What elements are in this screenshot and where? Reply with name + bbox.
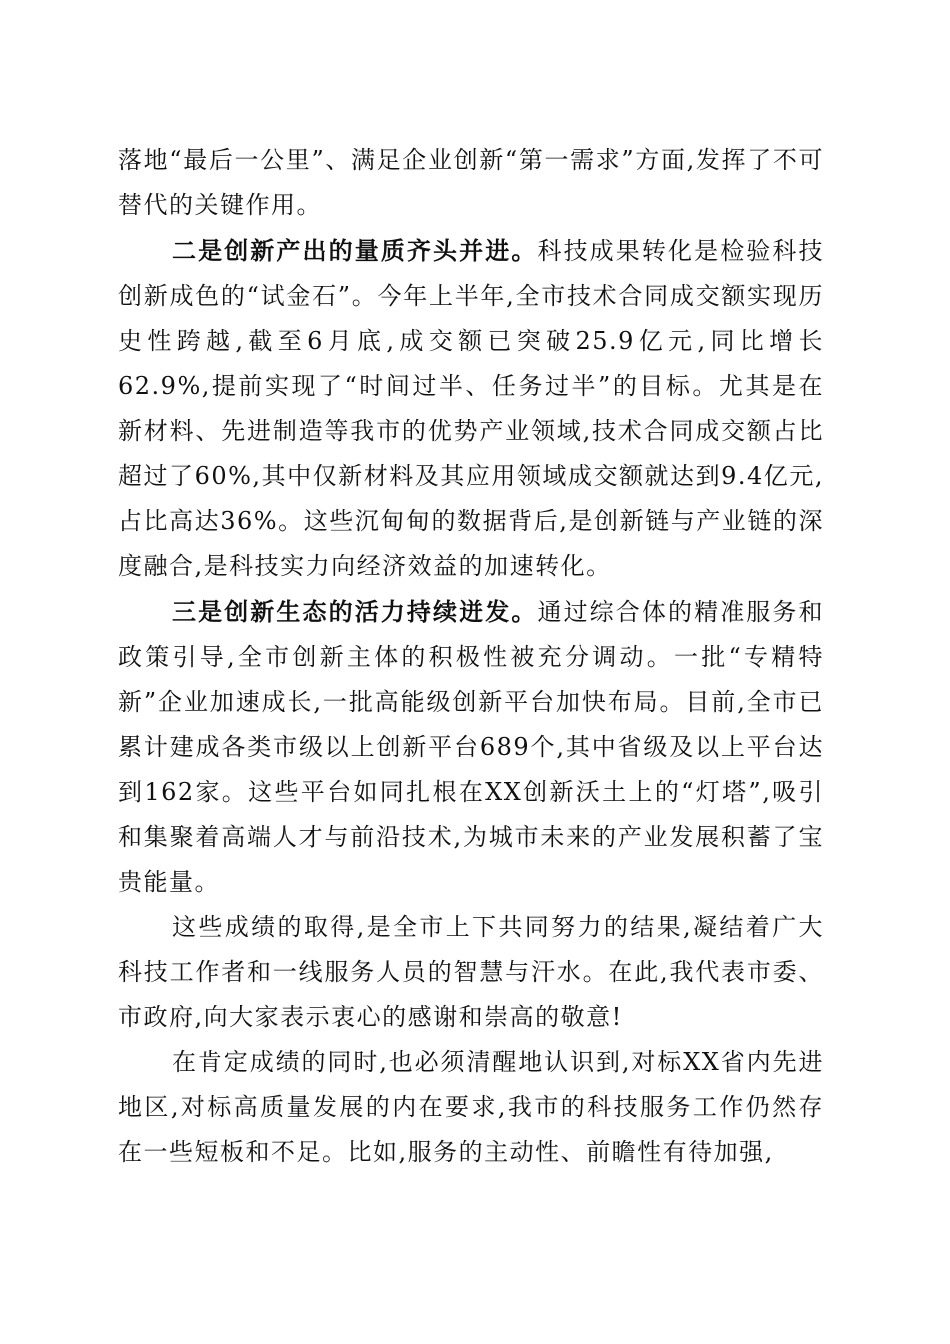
paragraph-text: 在肯定成绩的同时,也必须清醒地认识到,对标XX省内先进地区,对标高质量发展的内在要求,我市的科技服务工作仍然存在一些短板和不足。比如,服务的主动性、前瞻性有待加强, — [118, 1048, 824, 1166]
paragraph-text: 落地“最后一公里”、满足企业创新“第一需求”方面,发挥了不可替代的关键作用。 — [118, 146, 824, 219]
paragraph-heading: 三是创新生态的活力持续迸发。 — [172, 597, 538, 626]
paragraph-innovation-output — [118, 228, 824, 589]
paragraph-acknowledgement — [118, 905, 824, 1040]
paragraph-heading: 二是创新产出的量质齐头并进。 — [172, 236, 538, 265]
paragraph-text: 通过综合体的精准服务和政策引导,全市创新主体的积极性被充分调动。一批“专精特新”企业加速成长,一批高能级创新平台加快布局。目前,全市已累计建成各类市级以上创新平台689个,其中省级及以上平台达到162家。这些平台如同扎根在XX创新沃土上的“灯塔”,吸引和集聚着高端人才与前沿技术,为城市未来的产业发展积蓄了宝贵能量。 — [118, 598, 825, 896]
paragraph-innovation-ecology — [118, 589, 824, 905]
paragraph-continuation — [118, 138, 824, 228]
paragraph-shortcomings — [118, 1040, 824, 1175]
paragraph-text: 科技成果转化是检验科技创新成色的“试金石”。今年上半年,全市技术合同成交额实现历史性跨越,截至6月底,成交额已突破25.9亿元,同比增长62.9%,提前实现了“时间过半、任务过半”的目标。尤其是在新材料、先进制造等我市的优势产业领域,技术合同成交额占比超过了60%,其中仅新材料及其应用领域成交额就达到9.4亿元,占比高达36%。这些沉甸甸的数据背后,是创新链与产业链的深度融合,是科技实力向经济效益的加速转化。 — [118, 237, 825, 580]
paragraph-text: 这些成绩的取得,是全市上下共同努力的结果,凝结着广大科技工作者和一线服务人员的智慧与汗水。在此,我代表市委、市政府,向大家表示衷心的感谢和崇高的敬意! — [118, 913, 824, 1031]
document-body — [118, 138, 824, 1175]
